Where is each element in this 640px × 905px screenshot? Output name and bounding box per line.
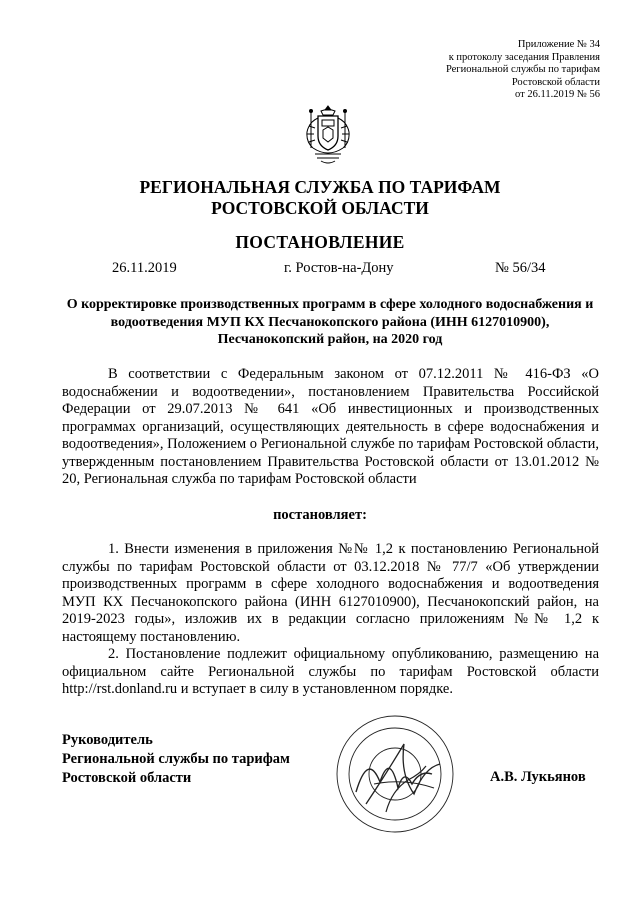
appendix-line: Региональной службы по тарифам xyxy=(445,64,600,75)
appendix-line: к протоколу заседания Правления xyxy=(448,51,600,63)
document-number: № 56/34 xyxy=(495,260,546,276)
organization-name-line-2: РОСТОВСКОЙ ОБЛАСТИ xyxy=(211,198,429,218)
signatory-name: А.В. Лукьянов xyxy=(490,769,586,785)
document-date: 26.11.2019 xyxy=(112,260,177,276)
document-place: г. Ростов-на-Дону xyxy=(284,260,394,276)
appendix-line: Ростовской области xyxy=(511,76,600,88)
signatory-title-line: Региональной службы по тарифам xyxy=(62,751,290,767)
appendix-line: Приложение № 34 xyxy=(517,39,600,50)
preamble-paragraph: В соответствии с Федеральным законом от 07.12.2011 № 416-ФЗ «О водоснабжении и водоотведении», постановлением Правительства Российской Федерации от 29.07.2013 № 641 «Об инвестиционных и производственных программах организаций, осуществляющих деятельность в сфере водоснабжения и водоотведения», Положением о Региональной службе по тарифам Ростовской области, утвержденным постановлением Правительства Ростовской области от 13.01.2012 № 20, Региональная служба по тарифам Ростовской области xyxy=(62,366,599,487)
seal-signature-icon xyxy=(326,712,464,836)
coat-of-arms-icon xyxy=(301,104,355,166)
document-subject: О корректировке производственных программ в сфере холодного водоснабжения и водоотведения МУП КХ Песчанокопского района (ИНН 6127010900), Песчанокопский район, на 2020 год xyxy=(66,297,594,347)
signatory-title-line: Руководитель xyxy=(62,732,153,748)
signatory-title xyxy=(62,731,290,788)
appendix-note xyxy=(446,39,600,102)
document-type: ПОСТАНОВЛЕНИЕ xyxy=(235,232,405,252)
decree-word: постановляет: xyxy=(273,507,367,523)
appendix-line: от 26.11.2019 № 56 xyxy=(515,89,600,100)
organization-name-line-1: РЕГИОНАЛЬНАЯ СЛУЖБА ПО ТАРИФАМ xyxy=(139,177,501,197)
signatory-title-line: Ростовской области xyxy=(62,770,192,786)
decree-item: 1. Внести изменения в приложения №№ 1,2 к постановлению Региональной службы по тарифам Ростовской области от 03.12.2018 № 77/7 «Об утверждении производственных программ в сфере холодного водоснабжения и водоотведения МУП КХ Песчанокопского района (ИНН 6127010900), Песчанокопский район, на 2019-2023 годы», изложив их в редакции согласно приложениям №№ 1,2 к настоящему постановлению. xyxy=(62,541,599,645)
decree-item: 2. Постановление подлежит официальному опубликованию, размещению на официальном сайте Региональной службы по тарифам Ростовской области http://rst.donland.ru и вступает в силу в установленном порядке. xyxy=(62,646,599,697)
